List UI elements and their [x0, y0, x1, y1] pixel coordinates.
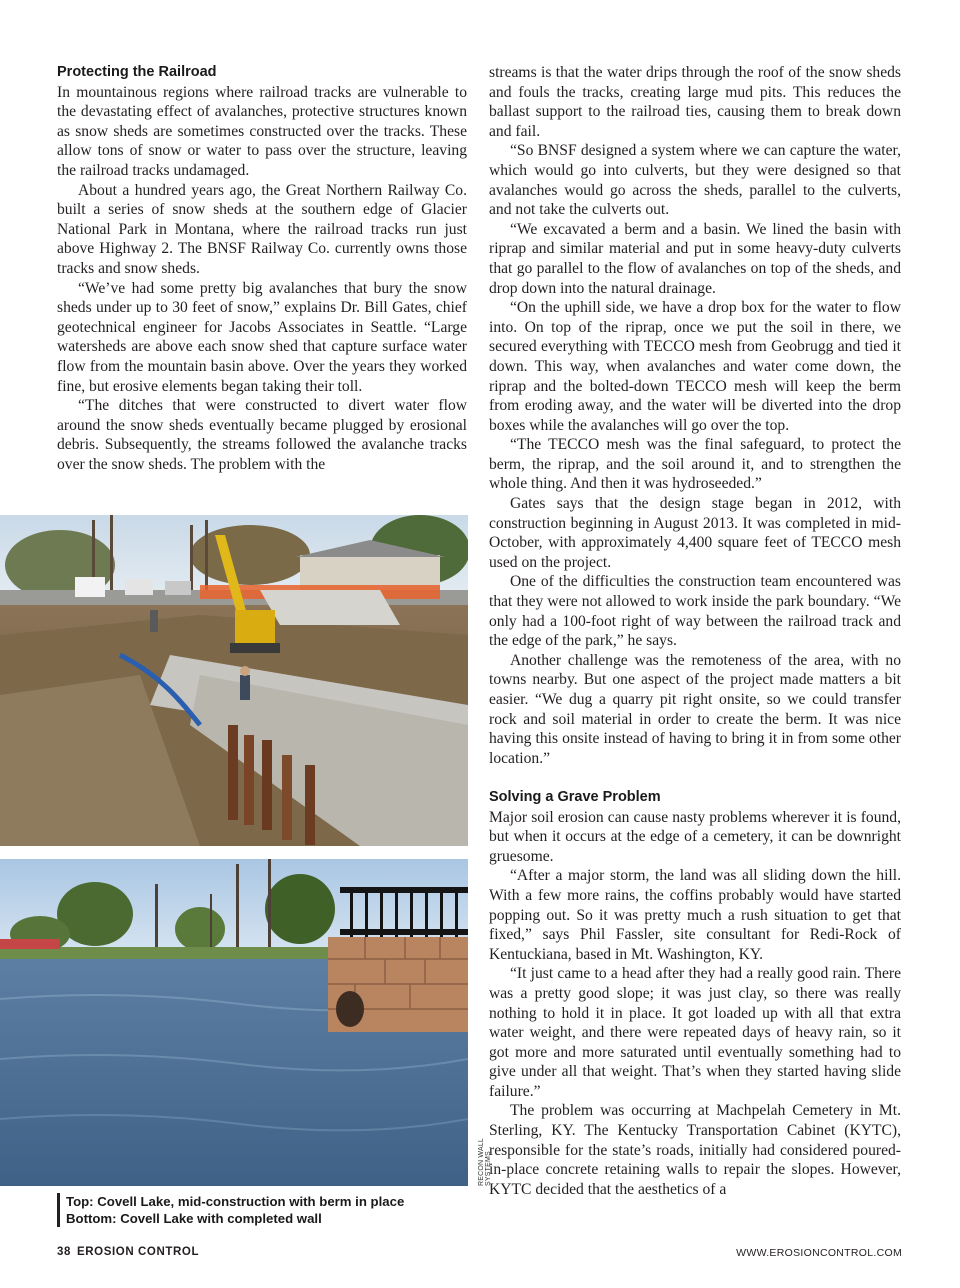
lake-wall-illustration	[0, 859, 468, 1186]
paragraph: “The ditches that were constructed to divert water flow around the snow sheds eventually became plugged by erosional debris. Subsequently, the streams followed the avalanche tracks over the snow sheds. The problem with the	[57, 397, 467, 473]
paragraph: “We excavated a berm and a basin. We lined the basin with riprap and similar material and put in some heavy-duty culverts that go parallel to the flow of avalanches on top of the sheds, and drop down into the natural drainage.	[489, 220, 901, 297]
caption-line-bottom: Bottom: Covell Lake with completed wall	[66, 1211, 322, 1226]
article-left-column	[57, 63, 467, 474]
paragraph: “On the uphill side, we have a drop box for the water to flow into. On top of the riprap, once we put the soil in there, we secured everything with TECCO mesh from Geobrugg and tied it down. This way, when avalanches and water come down, the riprap and the bolted-down TECCO mesh will keep the berm from eroding away, and the water will be diverted into the drop boxes while the avalanches will go over the top.	[489, 299, 901, 434]
paragraph: “It just came to a head after they had a really good rain. There was a pretty good slope; it was just clay, so there was really nothing to hold it in place. It got loaded up with all that extra water weight, and there were repeated days of heavy rain, so it got more and more saturated until eventually something had to give under all that weight. That’s when they started having slide failure.”	[489, 965, 901, 1100]
photo-caption	[57, 1193, 446, 1227]
caption-line-top: Top: Covell Lake, mid-construction with berm in place	[66, 1194, 405, 1209]
paragraph: “We’ve had some pretty big avalanches that bury the snow sheds under up to 30 feet of snow,” explains Dr. Bill Gates, chief geotechnical engineer for Jacobs Associates in Seattle. “Large watersheds are above each snow shed that capture surface water flow from the mountain basin above. Over the years they worked fine, but erosive elements began taking their toll.	[57, 279, 467, 395]
paragraph: About a hundred years ago, the Great Northern Railway Co. built a series of snow sheds at the southern edge of Glacier National Park in Montana, where the railroad tracks run just above Highway 2. The BNSF Railway Co. currently owns those tracks and snow sheds.	[57, 181, 467, 277]
paragraph: The problem was occurring at Machpelah Cemetery in Mt. Sterling, KY. The Kentucky Transportation Cabinet (KYTC), responsible for the state’s roads, initially had considered poured-in-place concrete retaining walls to repair the slopes. However, KYTC decided that the aesthetics of a	[489, 1102, 901, 1198]
paragraph: “The TECCO mesh was the final safeguard, to protect the berm, the riprap, and the soil around it, and to strengthen the whole thing. And then it was hydroseeded.”	[489, 436, 901, 493]
section-spacer	[489, 768, 901, 788]
page-number: 38	[57, 1246, 71, 1258]
article-right-column	[489, 63, 901, 1199]
paragraph: “So BNSF designed a system where we can capture the water, which would go into culverts, but they were designed so that avalanches would go across the sheds, parallel to the culverts, and not take the culverts out.	[489, 142, 901, 219]
photo-credit: RECON WALL SYSTEMS	[478, 1138, 492, 1186]
paragraph: In mountainous regions where railroad tracks are vulnerable to the devastating effect of avalanches, protective structures known as snow sheds are sometimes constructed over the tracks. These allow tons of snow or water to pass over the structure, leaving the railroad tracks undamaged.	[57, 83, 467, 179]
photo-completed-wall	[0, 859, 468, 1186]
footer-website-link[interactable]: WWW.EROSIONCONTROL.COM	[736, 1247, 902, 1259]
paragraph: streams is that the water drips through the roof of the snow sheds and fouls the tracks, creating large mud pits. This reduces the ballast support to the railroad ties, causing them to break down and fail.	[489, 64, 901, 140]
paragraph: Another challenge was the remoteness of the area, with no towns nearby. But one aspect of the project made matters a bit easier. “We dug a quarry pit right onsite, so we could transfer rock and soil material in order to create the berm. It was nice having this onsite instead of having to bring it in from some other location.”	[489, 651, 901, 767]
paragraph: One of the difficulties the construction team encountered was that they were not allowed to work inside the park boundary. “We only had a 100-foot right of way between the railroad track and the edge of the park,” he says.	[489, 573, 901, 650]
section-heading-grave: Solving a Grave Problem	[489, 788, 661, 805]
magazine-name: EROSION CONTROL	[77, 1246, 200, 1258]
construction-illustration	[0, 515, 468, 846]
photo-construction-site	[0, 515, 468, 846]
footer-page-info	[57, 1246, 199, 1258]
paragraph: “After a major storm, the land was all sliding down the hill. With a few more rains, the coffins probably would have started popping out. So it was pretty much a rush situation to get that fixed,” says Phil Fassler, site consultant for Redi-Rock of Kentuckiana, based in Mt. Washington, KY.	[489, 867, 901, 963]
paragraph: Major soil erosion can cause nasty problems wherever it is found, but when it occurs at the edge of a cemetery, it can be downright gruesome.	[489, 808, 901, 865]
paragraph: Gates says that the design stage began in 2012, with construction beginning in August 2013. It was completed in mid-October, with approximately 4,400 square feet of TECCO mesh used on the project.	[489, 495, 901, 571]
section-heading-railroad: Protecting the Railroad	[57, 64, 217, 80]
